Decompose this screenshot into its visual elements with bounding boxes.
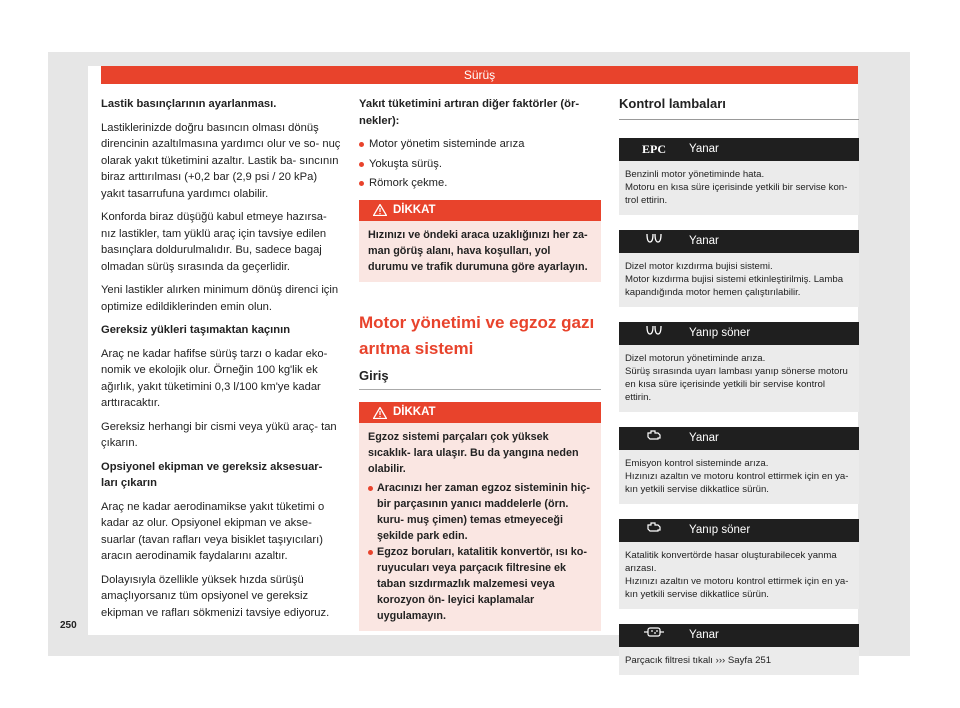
heading-tyre-pressure: Lastik basınçlarının ayarlanması. [101,98,277,110]
lamp-entry [619,322,859,412]
paragraph: Dolayısıyla özellikle yüksek hızda sürüşü amaçlıyorsanız tüm opsiyonel ve gereksiz ekipman ve rafları sökmenizi tavsiye ediyoruz. [101,573,330,619]
lamp-status: Yanar [689,234,719,247]
paragraph: Yeni lastikler alırken minimum dönüş direnci için optimize edildiklerinden emin olun. [101,284,339,313]
warning-box [359,200,601,282]
lamp-header [619,138,859,161]
lamp-status: Yanar [689,431,719,444]
lamp-description: Dizel motorun yönetiminde arıza. Sürüş sırasında uyarı lambası yanıp sönerse motoru en kısa süre içerisinde yetkili bir servise kontrol ettirin. [625,352,848,403]
paragraph: Konforda biraz düşüğü kabul etmeye hazırsa- nız lastikler, tam yüklü araç için tavsiye edilen basınçlara doldurulmalıdır. Bu, sadece bagaj olmadan sürüş sırasında da geçerlidir. [101,211,327,273]
section-title: Motor yönetimi ve egzoz gazı arıtma sistemi [359,312,595,358]
lamp-description: Dizel motor kızdırma bujisi sistemi. Motor kızdırma bujisi sistemi etkinleştirilmiş. Lamba kapandığında motor hemen çalıştırılabilir. [625,260,844,298]
warning-label: DİKKAT [393,203,436,216]
warning-icon [373,407,387,419]
warning-header [359,402,601,423]
column-right [619,96,859,690]
lamp-description: Parçacık filtresi tıkalı ››› Sayfa 251 [625,654,772,666]
lamp-entry [619,519,859,609]
lamp-status: Yanıp söner [689,326,751,339]
list-item: Yokuşta sürüş. [359,156,601,173]
column-middle [359,96,601,649]
lamp-description: Emisyon kontrol sisteminde arıza. Hızınızı azaltın ve motoru kontrol ettirmek için en ya- kın yetkili servise dikkatlice sürün. [625,457,849,495]
paragraph: Araç ne kadar aerodinamikse yakıt tüketimi o kadar az olur. Opsiyonel ekipman ve akse- suarlar (tavan rafları veya bisiklet taşıyıcıları) aracın aerodinamik faydalarını azaltır. [101,500,325,562]
list-item: Motor yönetim sisteminde arıza [359,136,601,153]
warning-content [359,423,601,631]
factors-list [359,136,601,192]
lamp-header [619,427,859,450]
glow-plug-icon [645,232,663,244]
lamp-status: Yanıp söner [689,523,751,536]
warning-label: DİKKAT [393,406,436,418]
lamp-description: Katalitik konvertörde hasar oluşturabilecek yanma arızası. Hızınızı azaltın ve motoru kontrol ettirmek için en ya- kın yetkili servise dikkatlice sürün. [625,549,849,600]
warning-box [359,402,601,631]
lamp-header [619,519,859,542]
paragraph: Lastiklerinizde doğru basıncın olması dönüş direncinin azaltılmasına yardımcı olur ve so- nuç olarak yakıt tüketimini azaltır. Lastik ba- sıncının biraz arttırılması (+0,2 bar (2,9 psi / 20 kPa) yakıt tasarrufuna yardımcı olabilir. [101,121,341,200]
chapter-header: Sürüş [101,66,858,84]
lamp-header [619,230,859,253]
lamp-header [619,624,859,647]
lamp-description: Benzinli motor yönetiminde hata. Motoru en kısa süre içerisinde yetkili bir servise kon- trol ettirin. [625,168,848,206]
engine-icon [645,429,663,441]
particle-filter-icon [644,626,664,638]
heading-other-factors: Yakıt tüketimini artıran diğer faktörler (ör- nekler): [359,98,580,127]
warning-icon [373,204,387,216]
list-item: Römork çekme. [359,175,601,192]
heading-unnecessary-loads: Gereksiz yükleri taşımaktan kaçının [101,324,291,336]
lamp-entry [619,138,859,215]
lamp-entry [619,624,859,675]
engine-icon [645,521,663,533]
list-item: Egzoz boruları, katalitik konvertör, ısı ko- ruyucuları veya parçacık filtresine ek taban sızdırmazlık malzemesi veya korozyon ön- leyici kaplamalar uygulamayın. [368,544,592,624]
warning-text: Hızınızı ve öndeki araca uzaklığınızı her za- man görüş alanı, hava koşulları, yol durumu ve trafik durumuna göre ayarlayın. [368,228,588,273]
warning-header [359,200,601,221]
lamp-status: Yanar [689,142,719,155]
warning-list [368,480,592,624]
epc-icon: EPC [642,141,666,156]
lamp-entry [619,230,859,307]
heading-optional-equipment: Opsiyonel ekipman ve gereksiz aksesuar- ları çıkarın [101,460,323,489]
glow-plug-icon [645,324,663,336]
warning-lamps-title: Kontrol lambaları [619,96,859,120]
list-item: Aracınızı her zaman egzoz sisteminin hiç- bir parçasının yanıcı maddelerle (örn. kuru- muş çimen) temas etmeyeceği şekilde park edin. [368,480,592,544]
warning-intro: Egzoz sistemi parçaları çok yüksek sıcaklık- lara ulaşır. Bu da yangına neden olabilir. [368,431,579,475]
paragraph: Araç ne kadar hafifse sürüş tarzı o kadar eko- nomik ve ekolojik olur. Örneğin 100 kg'lik ek ağırlık, yakıt tüketimini 0,3 l/100 km'ye kadar arttıracaktır. [101,347,328,409]
lamp-entry [619,427,859,504]
lamp-status: Yanar [689,628,719,641]
page-number: 250 [60,620,77,631]
column-left [101,96,341,628]
lamp-header [619,322,859,345]
subsection-heading: Giriş [359,368,601,391]
paragraph: Gereksiz herhangi bir cismi veya yükü araç- tan çıkarın. [101,420,337,449]
